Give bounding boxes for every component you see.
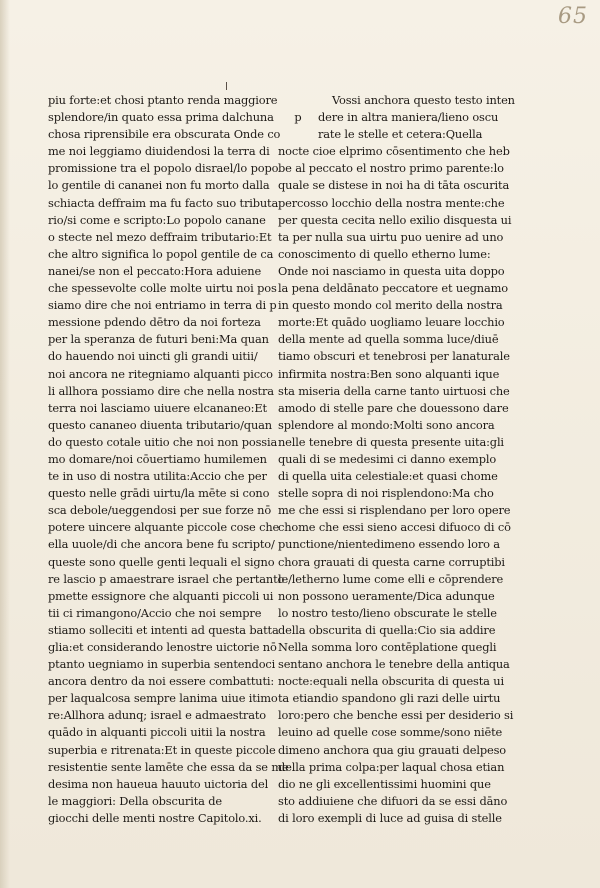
text-line: desima non haueua hauuto uictoria del: [48, 776, 269, 791]
text-line: sta miseria della carne tanto uirtuosi che: [278, 383, 510, 398]
text-line: do questo cotale uitio che noi non possia: [48, 434, 278, 449]
text-line: tiamo obscuri et tenebrosi per lanaturale: [278, 349, 510, 364]
text-line: [278, 109, 499, 126]
text-line: di quella uita celestiale:et quasi chome: [278, 469, 498, 484]
text-line: sentano anchora le tenebre della antiqua: [278, 657, 510, 672]
text-line: questo nelle grādi uirtu/la mēte si cono: [48, 486, 270, 501]
text-line: me che essi si risplendano per loro opere: [278, 503, 511, 518]
text-line: re:Allhora adunq; israel e admaestrato: [48, 708, 266, 723]
text-line: morte:Et quādo uogliamo leuare locchio: [278, 315, 505, 330]
text-line: che spessevolte colle molte uirtu noi pos: [48, 281, 277, 296]
text-line: nelle tenebre di questa presente uita:gli: [278, 434, 504, 449]
text-line: della prima colpa:per laqual chosa etian: [278, 759, 505, 774]
text-line: quali di se medesimi ci danno exemplo: [278, 451, 497, 466]
text-line: chosa riprensibile era obscurata Onde co: [48, 127, 281, 142]
text-line: quādo in alquanti piccoli uitii la nostra: [48, 725, 266, 740]
folio-number: 65: [558, 4, 588, 29]
text-line: potere uincere alquante piccole cose che: [48, 520, 280, 535]
text-line: percosso locchio della nostra mente:che: [278, 195, 505, 210]
text-line: queste sono quelle genti lequali el signo: [48, 554, 275, 569]
paragraph-mark: p: [294, 110, 302, 125]
text-line: ptanto uegniamo in superbia sentendoci: [48, 657, 276, 672]
text-line: do hauendo noi uincti gli grandi uitii/: [48, 349, 258, 364]
text-line: per questa cecita nello exilio disquesta ui: [278, 212, 512, 227]
text-line: terra noi lasciamo uiuere elcananeo:Et: [48, 400, 267, 415]
text-line: nanei/se non el peccato:Hora aduiene: [48, 263, 262, 278]
text-line: in questo mondo col merito della nostra: [278, 298, 503, 313]
text-line: nocte cioe elprimo cōsentimento che heb: [278, 144, 510, 159]
text-line: conoscimento di quello etherno lume:: [278, 246, 491, 261]
text-line: noi ancora ne ritegniamo alquanti picco: [48, 366, 273, 381]
text-line: superbia e ritrenata:Et in queste piccole: [48, 742, 276, 757]
text-line: re lascio p amaestrare israel che pertanto: [48, 571, 285, 586]
text-line: di loro exempli di luce ad guisa di stelle: [278, 810, 502, 825]
text-line: resistentie sente lamēte che essa da se me: [48, 759, 289, 774]
text-line: questo cananeo diuenta tributario/quan: [48, 417, 272, 432]
text-line: Nella somma loro contēplatione quegli: [278, 640, 497, 654]
text-line: della mente ad quella somma luce/diuē: [278, 332, 499, 347]
text-line: ta per nulla sua uirtu puo uenire ad uno: [278, 229, 504, 244]
text-line: leuino ad quelle cose somme/sono niēte: [278, 725, 503, 740]
text-line: le maggiori: Della obscurita de: [48, 793, 222, 808]
text-line: ella uuole/di che ancora bene fu scripto/: [48, 537, 275, 552]
text-line: sca debole/ueggendosi per sue forze nō: [48, 503, 272, 518]
text-line: schiacta deffraim ma fu facto suo tributa: [48, 195, 279, 210]
text-line: rio/si come e scripto:Lo popolo canane: [48, 212, 266, 227]
text-line: stiamo solleciti et intenti ad questa batta: [48, 622, 279, 637]
right-text-column: [278, 92, 515, 827]
text-line: piu forte:et chosi ptanto renda maggiore: [48, 93, 278, 107]
text-line: amodo di stelle pare che douessono dare: [278, 400, 509, 415]
text-line: chome che essi sieno accesi difuoco di cō: [278, 520, 511, 535]
text-line: o stecte nel mezo deffraim tributario:Et: [48, 229, 272, 244]
text-line: nocte:equali nella obscurita di questa ui: [278, 674, 504, 689]
text-line: Vossi anchora questo testo inten: [332, 93, 515, 107]
text-line: messione pdendo dētro da noi forteza: [48, 315, 261, 330]
text-line: quale se distese in noi ha di tāta oscurita: [278, 178, 510, 193]
text-line: promissione tra el popolo disrael/lo popo: [48, 161, 279, 176]
text-line: loro:pero che benche essi per desiderio si: [278, 708, 514, 723]
text-line: me noi leggiamo diuidendosi la terra di: [48, 144, 270, 159]
text-line: te in uso di nostra utilita:Accio che per: [48, 469, 267, 484]
text-line: ta etiandio spandono gli razi delle uirtu: [278, 691, 501, 706]
text-line: dimeno anchora qua giu grauati delpeso: [278, 742, 506, 757]
margin-mark: [226, 82, 227, 90]
text-line: la pena deldānato peccatore et uegnamo: [278, 281, 508, 296]
text-line: Onde noi nasciamo in questa uita doppo: [278, 263, 505, 278]
text-line: rate le stelle et cetera:Quella: [318, 127, 483, 142]
text-line: splendore/in quato essa prima dalchuna: [48, 110, 274, 125]
text-line: punctione/nientedimeno essendo loro a: [278, 537, 500, 552]
text-line: dio ne gli excellentissimi huomini que: [278, 776, 491, 791]
text-line-content: dere in altra maniera/lieno oscu: [318, 110, 499, 125]
text-line: le/letherno lume come elli e cōprendere: [278, 571, 504, 586]
text-line: be al peccato el nostro primo parente:lo: [278, 161, 504, 176]
text-line: per la speranza de futuri beni:Ma quan: [48, 332, 269, 347]
text-line: pmette essignore che alquanti piccoli ui: [48, 588, 274, 603]
text-line: sto addiuiene che difuori da se essi dāno: [278, 793, 508, 808]
text-line: splendore al mondo:Molti sono ancora: [278, 417, 495, 432]
text-line: infirmita nostra:Ben sono alquanti ique: [278, 366, 500, 381]
text-line: glia:et considerando lenostre uictorie nō: [48, 640, 277, 654]
text-line: della obscurita di quella:Cio sia addire: [278, 622, 496, 637]
text-line: che altro significa lo popol gentile de ca: [48, 246, 274, 261]
text-line: siamo dire che noi entriamo in terra di p: [48, 298, 277, 313]
text-line: per laqualcosa sempre lanima uiue itimo: [48, 691, 278, 706]
text-line: chora grauati di questa carne corruptibi: [278, 554, 505, 569]
text-line: giocchi delle menti nostre Capitolo.xi.: [48, 810, 262, 825]
text-line: lo nostro testo/lieno obscurate le stelle: [278, 605, 497, 620]
text-line: stelle sopra di noi risplendono:Ma cho: [278, 486, 494, 501]
left-text-column: [48, 92, 289, 827]
text-line: non possono ueramente/Dica adunque: [278, 588, 495, 603]
text-line: mo domare/noi cōuertiamo humilemen: [48, 451, 267, 466]
text-line: li allhora possiamo dire che nella nostra: [48, 383, 274, 398]
text-line: lo gentile di cananei non fu morto dalla: [48, 178, 270, 193]
text-line: ancora dentro da noi essere combattuti:: [48, 674, 275, 689]
text-line: tii ci rimangono/Accio che noi sempre: [48, 605, 262, 620]
